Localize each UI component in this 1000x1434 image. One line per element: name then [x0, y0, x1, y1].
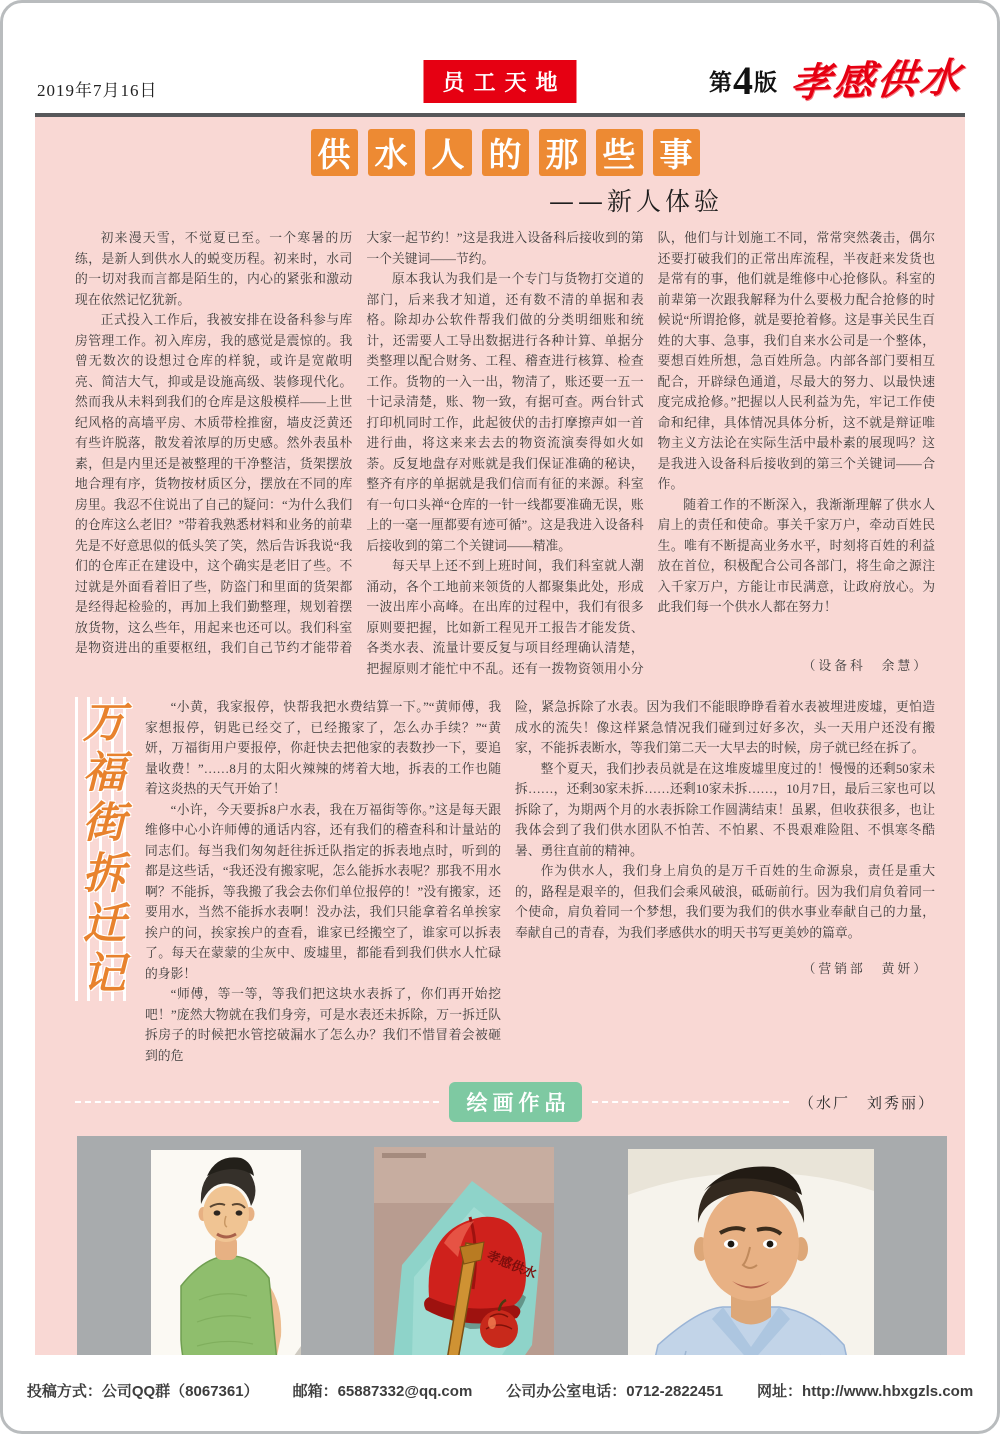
- title-char: 街: [82, 798, 126, 849]
- article1-title-block: [75, 129, 935, 218]
- article2-byline: （营销部 黄妍）: [802, 962, 929, 976]
- paragraph: 险，紧急拆除了水表。因为我们不能眼睁睁看着水表被埋进废墟，更怕造成水的流失！像这样紧急情况我们碰到过好多次，头一天用户还没有搬家，不能拆表断水，等我们第二天一大早去的时候，房子就已经在拆了。: [515, 700, 935, 755]
- article2-body: [75, 697, 935, 1066]
- article1-headline: [75, 129, 935, 176]
- apple: [480, 1310, 518, 1348]
- title-char: 迁: [82, 898, 126, 949]
- headline-char-tile: 些: [596, 129, 643, 176]
- paragraph: 原本我认为我们是一个专门与货物打交道的部门，后来我才知道，还有数不清的单据和表格。除却办公软件帮我们做的分类明细账和统计，还需要人工导出数据进行各种计算、单据分类整理以配合财务、工程、稽查进行核算、检查工作。货物的一入一出，物清了，账还要一五一十记录清楚，账、物一致，有据可查。两台针式打印机同时工作，此起彼伏的击打摩擦声如一首进行曲，将这来来去去的物资流演奏得如火如荼。反复地盘存对账就是我们保证准确的秘诀，整齐有序的单据就是我们信而有征的来源。科室有一句口头禅“仓库的一针一线都要准确无误，账上的一毫一厘都要有迹可循”。这是我进入设备科后接收到的第二个关键词——精准。: [366, 272, 644, 553]
- publication-date: 2019年7月16日: [37, 81, 158, 100]
- footer-email: 邮箱：65887332@qq.com: [292, 1382, 473, 1400]
- helmet-text: 孝感供水: [484, 1247, 539, 1282]
- paragraph: “小许，今天要拆8户水表，我在万福街等你。”这是每天跟维修中心小许师傅的通话内容，还有我们的稽查科和计量站的同志们。每当我们匆匆赶往拆迁队指定的拆表地点时，听到的都是这些话，“我还没有搬家呢，怎么能拆水表呢？那我不用水啊？不能拆，等我搬了我会去你们单位报停的！”没有搬家，还要用水，当然不能拆水表啊！没办法，我们只能拿着名单挨家挨户的问，挨家挨户的查看，谁家已经搬空了，谁家可以拆表了。每天在蒙蒙的尘灰中、废墟里，都能看到我们供水人忙碌的身影！: [145, 802, 501, 981]
- edition-label: 第4版: [709, 58, 777, 103]
- headline-char-tile: 水: [368, 129, 415, 176]
- paragraph: 正式投入工作后，我被安排在设备科参与库房管理工作。初入库房，我的感觉是震惊的。我曾无数次的设想过仓库的样貌，或许是宽敞明亮、简洁大气，抑或是设施高级、装修现代化。然而我从未料到我们的仓库是这般模样——上世纪风格的高墙平房、木质带栓推窗，墙皮泛黄还有些许脱落，散发着浓厚的历史感。然外表虽朴素，但是内里还是被整理的干净整洁，货架摆放地合理有序，货物按材质区分，摆放在不同的库房里。我忍不住说出了自己的疑问：“为什么我们的仓库这么老旧？”带着我熟悉材料和业务的前辈先是不好意思似的低头笑了笑，然后告诉我说“我们的仓库正在建设中，这个确实是老旧了些。不过就是外面看着旧了些，防盗门和里面的货架都是经得起检验的，再加上我们勤整理，规划着摆放货物，这么些年，用起来也还可以。我们科室是物资进出的重要枢纽，我们自己节约才能带着大家一起节约！”这是我进入设备科后接收到的第一个关键词——节约。: [75, 231, 644, 655]
- footer-phone: 公司办公室电话：0712-2822451: [506, 1382, 724, 1400]
- paragraph: 每天早上还不到上班时间，我们科室就人潮涌动，各个工地前来领货的人都聚集此处，形成一波出库小高峰。在出库的过程中，我们有很多原则要把握，比如新工程见开工报告才能发货、各类水表、流量计要反复与项目经理确认清楚，把握原则才能忙中不乱。还有一拨物资领用小分队，他们与计划施工不同，常常突然袭击，偶尔还要打破我们的正常出库流程，半夜赶来发货也是常有的事，他们就是维修中心抢修队。科室的前辈第一次跟我解释为什么要极力配合抢修的时候说“所谓抢修，就是要抢着修。这是事关民生百姓的大事、急事，我们自来水公司是一个整体，要想百姓所想，急百姓所急。内部各部门要相互配合，开辟绿色通道，尽最大的努力、以最快速度完成抢修。”把握以人民利益为先，牢记工作使命和纪律，具体情况具体分析，这不就是辩证唯物主义方法论在实际生活中最朴素的展现吗？这是我进入设备科后接收到的第三个关键词——合作。: [366, 231, 935, 676]
- painting-gallery: [77, 1136, 947, 1355]
- painting-portrait-blue-uniform: [628, 1149, 874, 1355]
- article1-body: [75, 228, 935, 679]
- paragraph: 初来漫天雪，不觉夏已至。一个寒暑的历练，是新人到供水人的蜕变历程。初来时，水司的一切对我而言都是陌生的，内心的紧张和激动现在依然记忆犹新。: [75, 231, 353, 307]
- header-right: [709, 54, 966, 107]
- headline-char-tile: 那: [539, 129, 586, 176]
- paragraph: 整个夏天，我们抄表员就是在这堆废墟里度过的！慢慢的还剩50家未拆……，还剩30家未拆……还剩10家未拆……，10月7日，最后三家也可以拆除了，为期两个月的水表拆除工作圆满结束！虽累，但收获很多，也让我体会到了我们供水团队不怕苦、不怕累、不畏艰难险阻、不惧寒冬酷暑、勇往直前的精神。: [515, 761, 935, 858]
- title-char: 万: [82, 698, 126, 748]
- green-shirt: [181, 1256, 277, 1355]
- article2-vertical-title: [75, 697, 133, 1001]
- paragraph: “小黄，我家报停，快帮我把水费结算一下。”“黄师傅，我家想报停，钥匙已经交了，已经搬家了，怎么办手续？”“黄妍，万福街用户要报停，你赶快去把他家的表数抄一下，要追量收费！”……8月的太阳火辣辣的烤着大地，拆表的工作也随着这炎热的天气开始了！: [145, 700, 501, 796]
- paragraph: “师傅，等一等，等我们把这块水表拆了，你们再开始挖吧！”庞然大物就在我们身旁，可是水表还未拆除，万一拆迁队拆房子的时候把水管挖破漏水了怎么办？我们不惜冒着会被砸到的危: [145, 987, 501, 1063]
- title-char: 记: [82, 948, 126, 999]
- headline-char-tile: 供: [311, 129, 358, 176]
- dashed-line: [592, 1101, 789, 1103]
- painting-still-life-helmet: [374, 1147, 554, 1355]
- article1-subtitle: ——新人体验: [548, 187, 723, 216]
- article2-right-paragraphs: [515, 697, 935, 943]
- face: [703, 1189, 799, 1301]
- paragraph: 随着工作的不断深入，我渐渐理解了供水人肩上的责任和使命。事关千家万户，牵动百姓民生。唯有不断提高业务水平，时刻将百姓的利益放在首位，积极配合公司各部门，将生命之源注入千家万户，方能让市民满意，让政府放心。为此我们每一个供水人都在努力！: [657, 497, 935, 614]
- masthead-logo: 孝感供水: [788, 54, 966, 107]
- title-char: 福: [82, 748, 126, 799]
- headline-char-tile: 的: [482, 129, 529, 176]
- section-badge: 员工天地: [423, 60, 576, 103]
- footer-website: 网址：http://www.hbxgzls.com: [757, 1382, 974, 1400]
- gallery-badge: 绘画作品: [449, 1082, 582, 1122]
- article1-paragraphs: [75, 228, 935, 679]
- page-header: [37, 3, 966, 113]
- dashed-line: [75, 1101, 439, 1103]
- headline-char-tile: 事: [653, 129, 700, 176]
- page-footer: [3, 1355, 997, 1425]
- article2-right-column: [515, 697, 935, 980]
- headline-char-tile: 人: [425, 129, 472, 176]
- page-content: [35, 117, 965, 1355]
- article2-left-column: [145, 697, 501, 1066]
- article1-byline: （设备科 余慧）: [802, 658, 929, 673]
- footer-submission-info: 投稿方式：公司QQ群（8067361）: [26, 1382, 259, 1400]
- painting-portrait-green-shirt: [151, 1150, 301, 1355]
- edition-number: 4: [733, 58, 753, 103]
- title-char: 拆: [82, 848, 126, 899]
- gallery-divider: [75, 1082, 935, 1122]
- paragraph: 作为供水人，我们身上肩负的是万千百姓的生命源泉，责任是重大的，路程是艰辛的，但我们会乘风破浪，砥砺前行。因为我们肩负着同一个使命，肩负着同一个梦想，我们要为我们的供水事业奉献自己的力量，奉献自己的青春，为我们孝感供水的明天书写更美妙的篇章。: [515, 864, 935, 940]
- gallery-credit: （水厂 刘秀丽）: [798, 1093, 935, 1112]
